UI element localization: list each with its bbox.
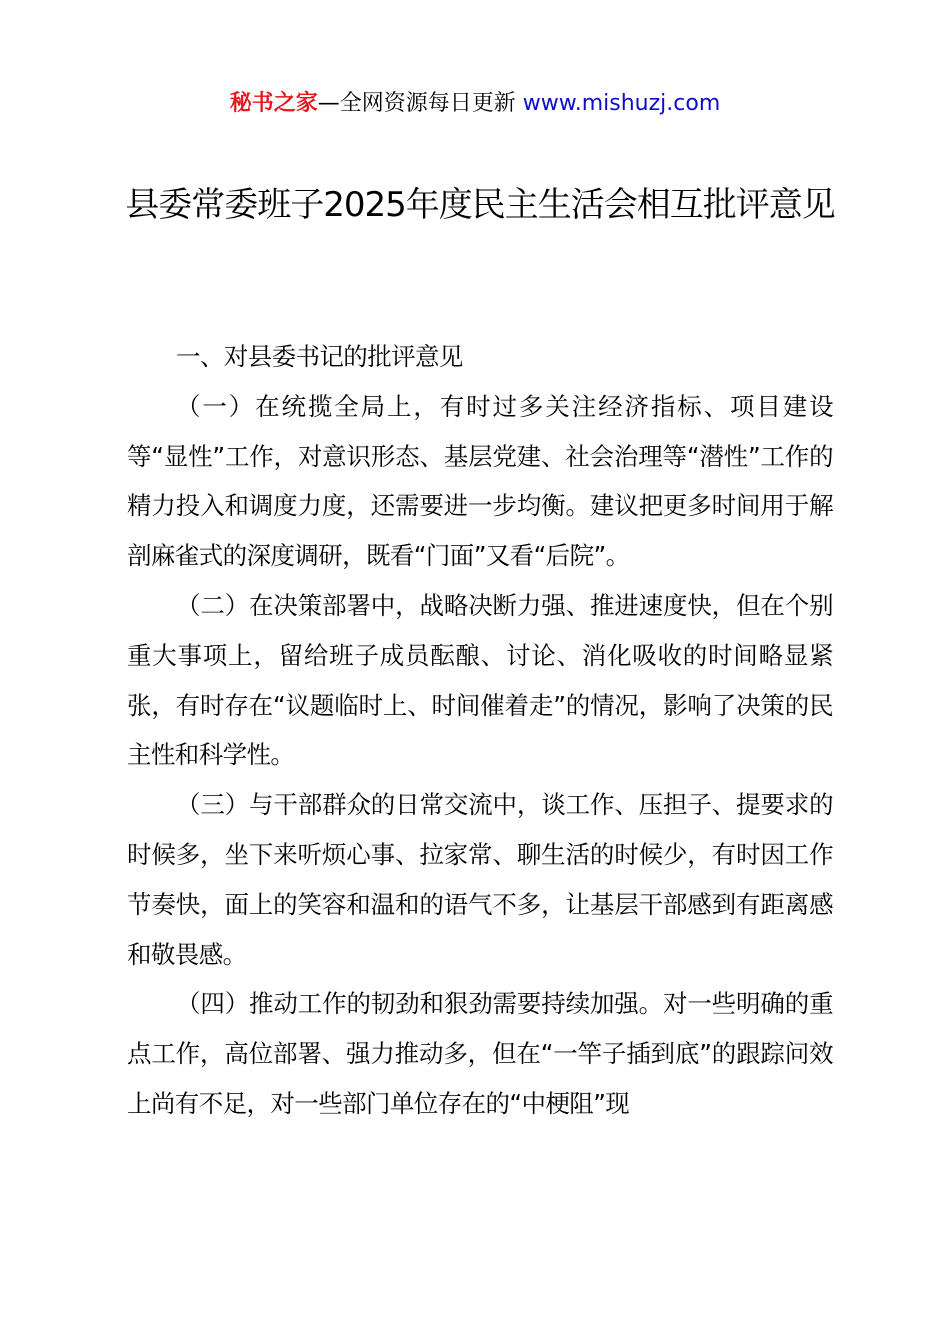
paragraph-4: （四）推动工作的韧劲和狠劲需要持续加强。对一些明确的重点工作，高位部署、强力推动多，但在“一竿子插到底”的跟踪问效上尚有不足，对一些部门单位存在的“中梗阻”现 [127,989,833,1118]
paragraph-1: （一）在统揽全局上，有时过多关注经济指标、项目建设等“显性”工作，对意识形态、基层党建、社会治理等“潜性”工作的精力投入和调度力度，还需要进一步均衡。建议把更多时间用于解剖麻雀式的深度调研，既看“门面”又看“后院”。 [127,391,833,571]
site-banner [0,88,950,120]
section-heading: 一、对县委书记的批评意见 [176,342,463,371]
document-title: 县委常委班子2025年度民主生活会相互批评意见 [125,185,835,225]
site-brand: 秘书之家 [229,91,318,116]
paragraph-3: （三）与干部群众的日常交流中，谈工作、压担子、提要求的时候多，坐下来听烦心事、拉家常、聊生活的时候少，有时因工作节奏快，面上的笑容和温和的语气不多，让基层干部感到有距离感和敬畏感。 [127,790,833,969]
document-body [127,332,833,1129]
site-tagline: —全网资源每日更新 [317,91,523,116]
site-url-link[interactable]: www.mishuzj.com [522,91,721,116]
paragraph-2: （二）在决策部署中，战略决断力强、推进速度快，但在个别重大事项上，留给班子成员酝酿、讨论、消化吸收的时间略显紧张，有时存在“议题临时上、时间催着走”的情况，影响了决策的民主性和科学性。 [127,590,833,770]
